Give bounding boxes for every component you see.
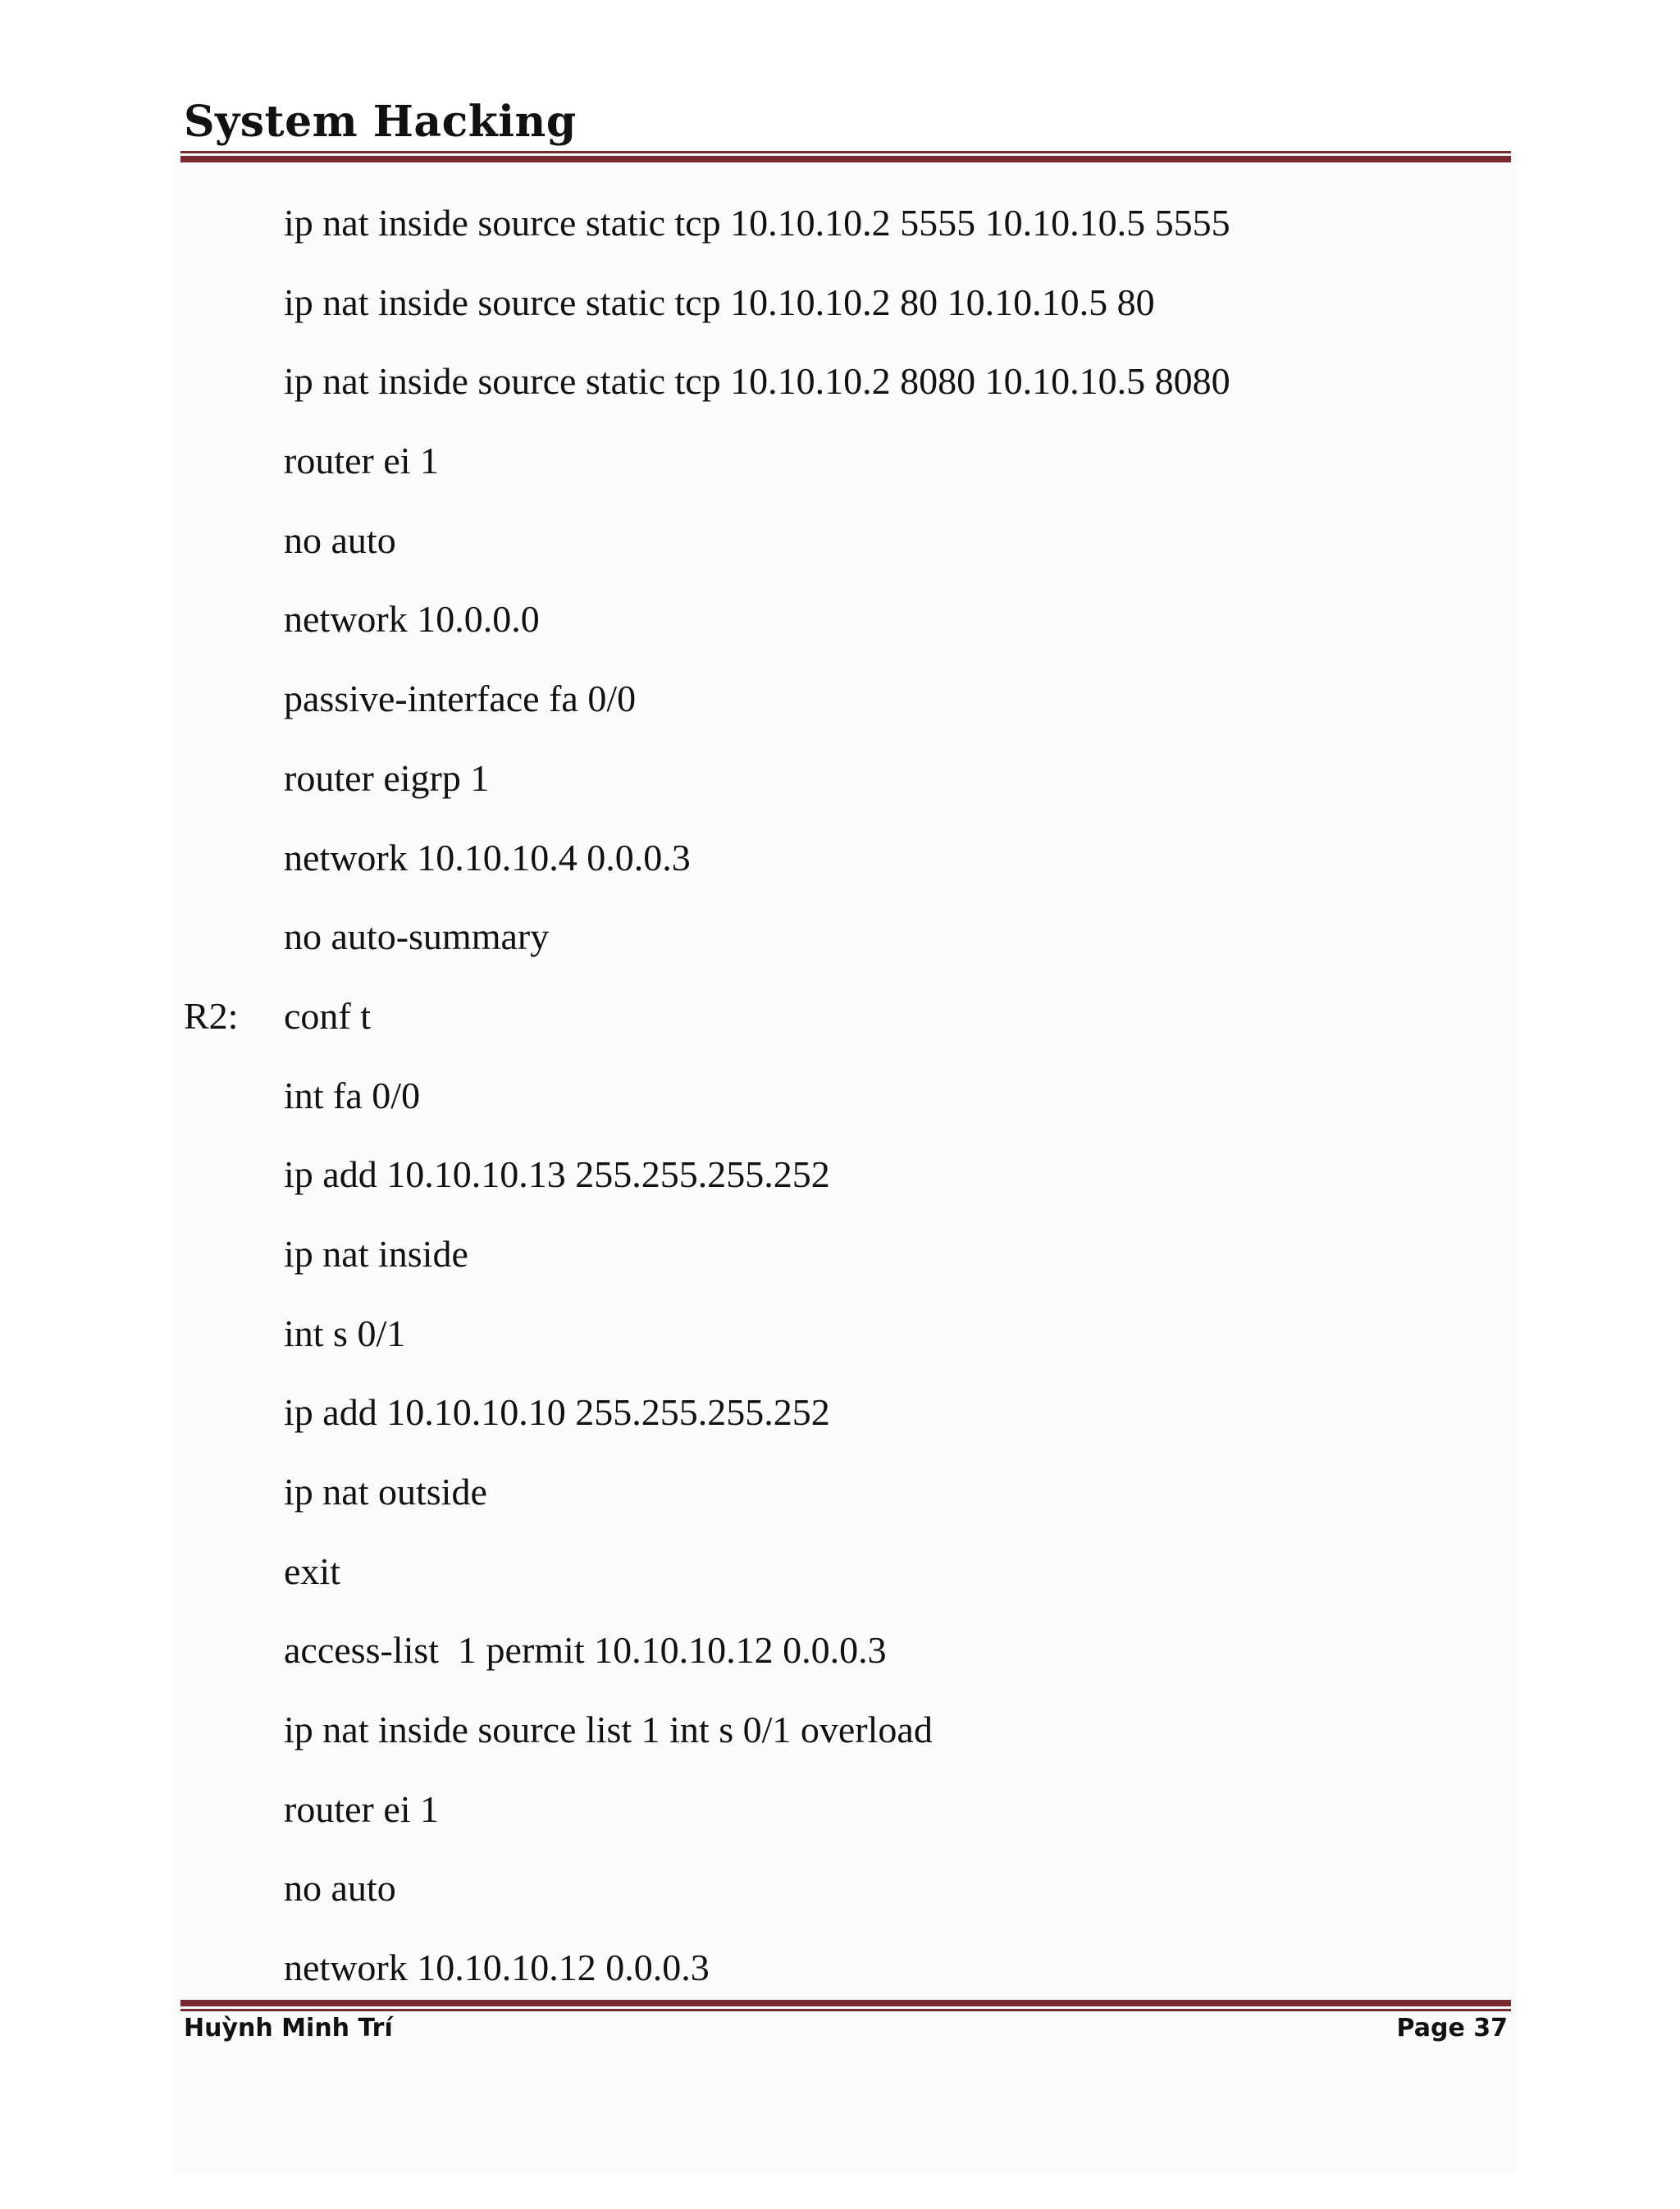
config-line (184, 1616, 1496, 1696)
header-rule-thick (180, 156, 1511, 162)
config-command: network 10.0.0.0 (284, 598, 540, 641)
config-line (184, 1458, 1496, 1537)
config-command: ip nat inside source static tcp 10.10.10.2 5555 10.10.10.5 5555 (284, 202, 1230, 244)
config-line (184, 664, 1496, 744)
config-command: no auto (284, 1867, 396, 1910)
config-line (184, 268, 1496, 348)
config-command: router eigrp 1 (284, 756, 490, 799)
device-label: R2: (184, 994, 239, 1037)
config-line (184, 1696, 1496, 1775)
config-command: no auto (284, 518, 396, 561)
config-line (184, 1378, 1496, 1458)
config-command: no auto-summary (284, 915, 550, 958)
config-line (184, 347, 1496, 427)
config-command: router ei 1 (284, 440, 440, 482)
config-command: exit (284, 1549, 340, 1592)
config-command: passive-interface fa 0/0 (284, 678, 637, 720)
config-command: ip nat inside source list 1 int s 0/1 overload (284, 1709, 933, 1751)
footer-rule-thin (180, 2009, 1511, 2011)
config-command: ip nat outside (284, 1471, 487, 1513)
config-command: ip nat inside source static tcp 10.10.10.2 80 10.10.10.5 80 (284, 281, 1155, 323)
config-line (184, 1537, 1496, 1617)
config-command: ip nat inside source static tcp 10.10.10.2 8080 10.10.10.5 8080 (284, 360, 1230, 403)
config-line (184, 1299, 1496, 1379)
footer-rule-thick (180, 2000, 1511, 2006)
config-command: ip add 10.10.10.13 255.255.255.252 (284, 1153, 830, 1196)
config-line (184, 824, 1496, 903)
config-command: ip add 10.10.10.10 255.255.255.252 (284, 1391, 830, 1434)
config-line (184, 427, 1496, 506)
header-title: System Hacking (184, 97, 577, 147)
config-command: router ei 1 (284, 1787, 440, 1830)
footer-rule (180, 2000, 1511, 2011)
config-listing (184, 189, 1496, 2013)
config-command: int s 0/1 (284, 1312, 406, 1354)
config-line (184, 1775, 1496, 1855)
config-command: ip nat inside (284, 1232, 468, 1275)
config-line (184, 585, 1496, 664)
config-line (184, 1061, 1496, 1141)
config-line (184, 902, 1496, 982)
config-command: network 10.10.10.12 0.0.0.3 (284, 1947, 710, 1989)
config-line (184, 189, 1496, 268)
page-number: Page 37 (1396, 2014, 1508, 2042)
config-command: access-list 1 permit 10.10.10.12 0.0.0.3 (284, 1629, 887, 1672)
config-line (184, 1140, 1496, 1220)
config-line (184, 1220, 1496, 1299)
config-line (184, 744, 1496, 824)
footer-author: Huỳnh Minh Trí (184, 2014, 393, 2042)
header-rule (180, 151, 1511, 162)
config-line (184, 506, 1496, 586)
config-command: network 10.10.10.4 0.0.0.3 (284, 836, 691, 879)
config-line (184, 1854, 1496, 1933)
config-command: int fa 0/0 (284, 1074, 421, 1116)
config-command: conf t (284, 994, 372, 1037)
config-line (184, 982, 1496, 1061)
